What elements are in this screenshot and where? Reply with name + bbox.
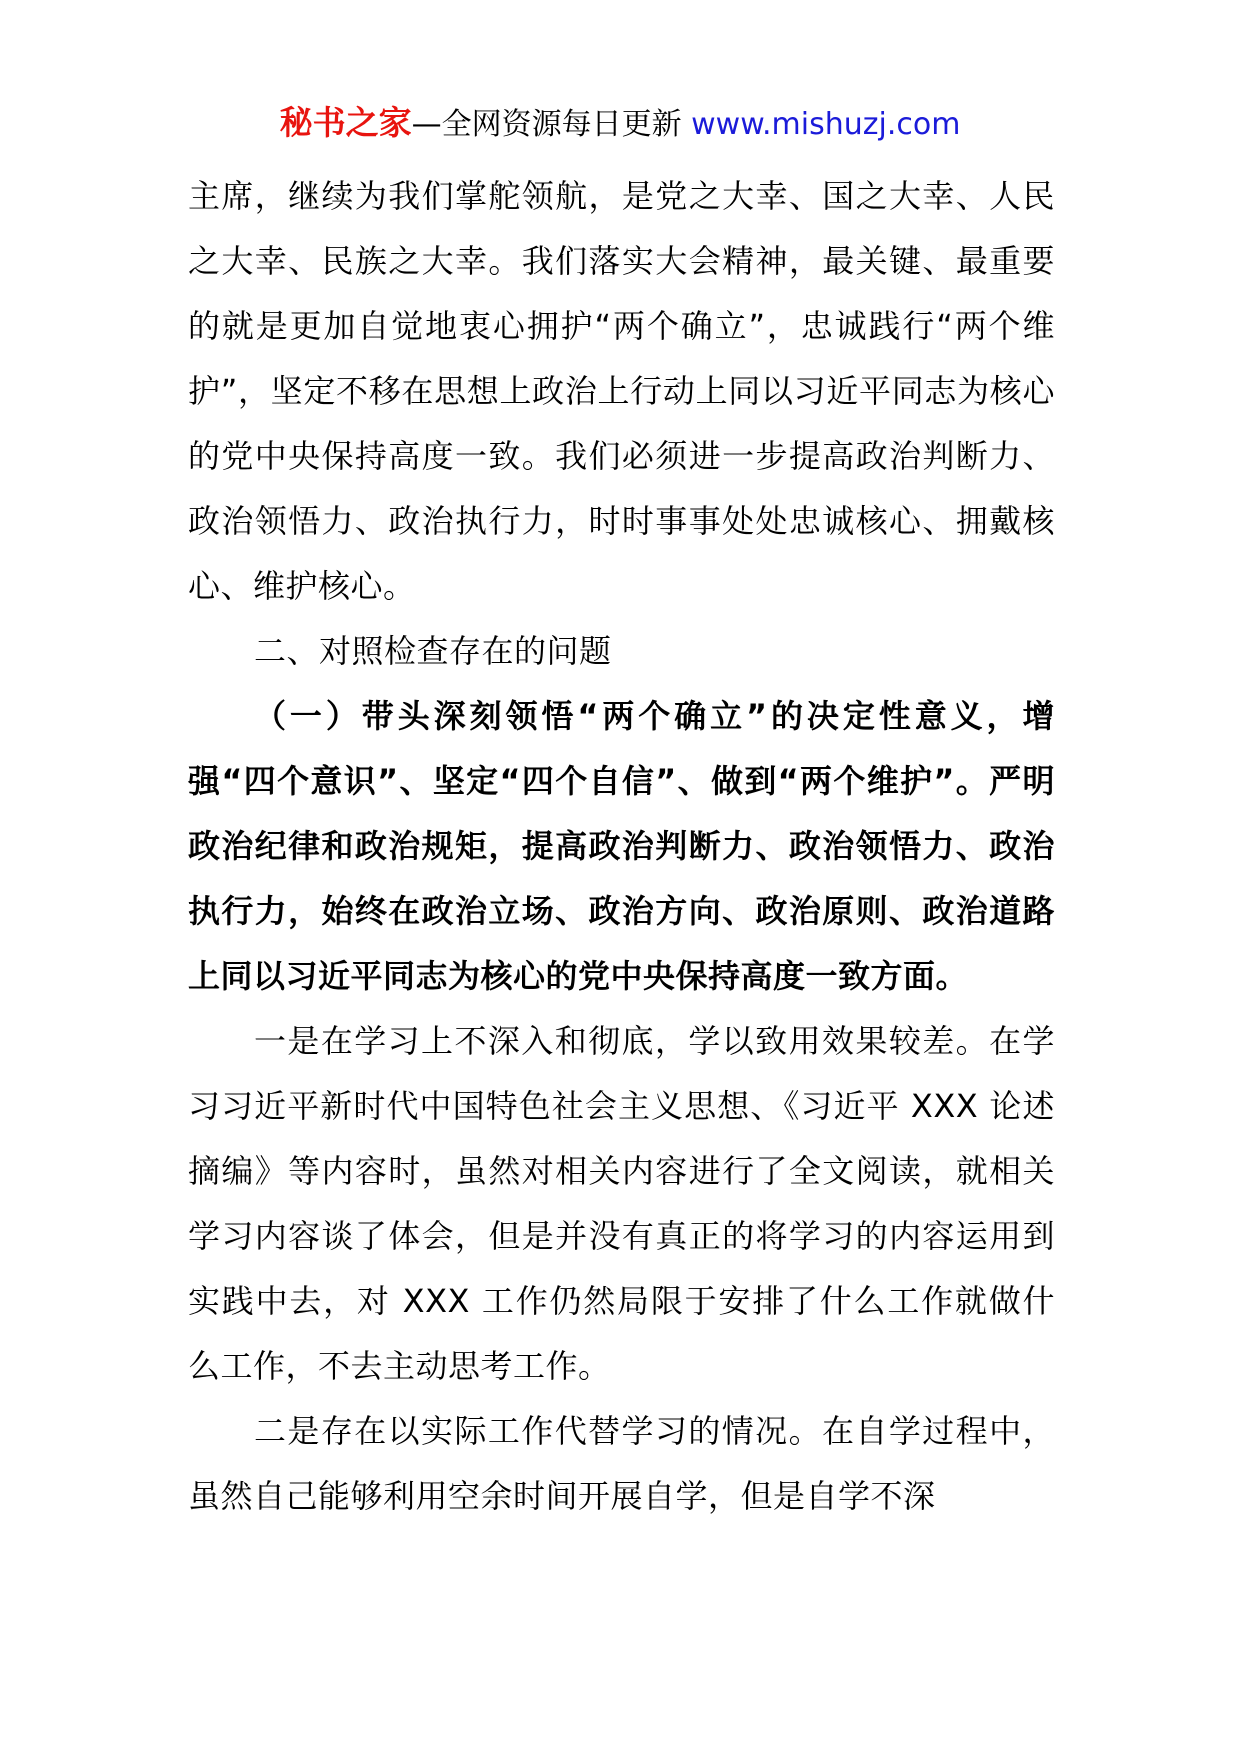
paragraph-item-two: 二是存在以实际工作代替学习的情况。在自学过程中，虽然自己能够利用空余时间开展自学，但是自学不深 [188, 1412, 1055, 1515]
header-slogan: —全网资源每日更新 [411, 107, 692, 142]
paragraph-continuation: 主席，继续为我们掌舵领航，是党之大幸、国之大幸、人民之大幸、民族之大幸。我们落实大会精神，最关键、最重要的就是更加自觉地衷心拥护“两个确立”，忠诚践行“两个维护”，坚定不移在思想上政治上行动上同以习近平同志为核心的党中央保持高度一致。我们必须进一步提高政治判断力、政治领悟力、政治执行力，时时事事处处忠诚核心、拥戴核心、维护核心。 [188, 177, 1055, 605]
brand-name: 秘书之家 [279, 103, 412, 142]
subsection-heading: （一）带头深刻领悟“两个确立”的决定性意义，增强“四个意识”、坚定“四个自信”、做到“两个维护”。严明政治纪律和政治规矩，提高政治判断力、政治领悟力、政治执行力，始终在政治立场、政治方向、政治原则、政治道路上同以习近平同志为核心的党中央保持高度一致方面。 [188, 697, 1055, 995]
site-header [0, 98, 1240, 150]
document-body [188, 164, 1055, 1529]
paragraph-item-one: 一是在学习上不深入和彻底，学以致用效果较差。在学习习近平新时代中国特色社会主义思想、《习近平 XXX 论述摘编》等内容时，虽然对相关内容进行了全文阅读，就相关学习内容谈了体会，但是并没有真正的将学习的内容运用到实践中去，对 XXX 工作仍然局限于安排了什么工作就做什么工作，不去主动思考工作。 [188, 1022, 1055, 1385]
site-url-link[interactable]: www.mishuzj.com [691, 107, 961, 142]
section-heading: 二、对照检查存在的问题 [254, 632, 612, 670]
